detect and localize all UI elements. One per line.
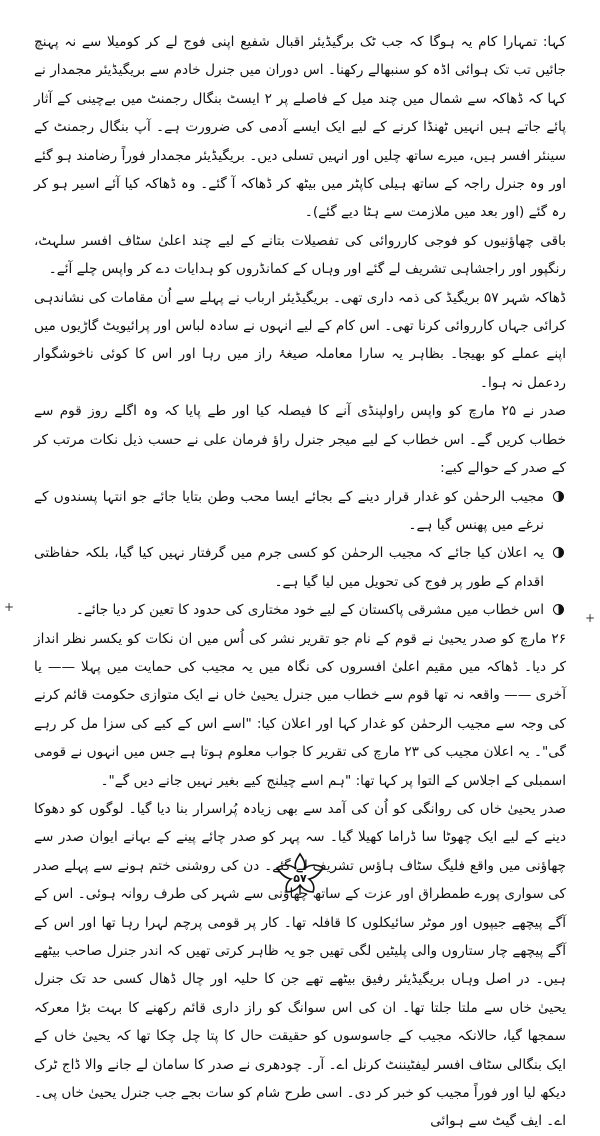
paragraph-3: ڈھاکہ شہر ۵۷ بریگیڈ کی ذمہ داری تھی۔ بریگیڈیئر ارباب نے پہلے سے اُن مقامات کی نشاندہی کرائی جہاں کارروائی کرنا تھی۔ اس کام کے لیے انہوں نے سادہ لباس اور پرائیویٹ گاڑیوں میں اپنے عملے کو بھیجا۔ بظاہر یہ سارا معاملہ صیغۂ راز میں رہا اور اس کا کوئی ناخوشگوار ردعمل نہ ہوا۔	[34, 289, 566, 391]
page-number: ۵۷	[293, 872, 307, 885]
paragraph-5: ۲۶ مارچ کو صدر یحییٰ نے قوم کے نام جو تقریر نشر کی اُس میں ان نکات کو یکسر نظر انداز کر دیا۔ ڈھاکہ میں مقیم اعلیٰ افسروں کی نگاہ میں یہ مجیب کی حمایت میں پہلا —— یا آخری —— واقعہ نہ تھا قوم سے خطاب میں جنرل یحییٰ خاں نے ایک متوازی حکومت قائم کرنے کی وجہ سے مجیب الرحمٰن کو غدار کہا اور اعلان کیا: "اسے اس کے کیے کی سزا مل کر رہے گی"۔ یہ اعلان مجیب کی ۲۳ مارچ کی تقریر کا جواب معلوم ہوتا ہے جس میں انہوں نے قومی اسمبلی کے اجلاس کے التوا پر کہا تھا: "ہم اسے چیلنج کیے بغیر نہیں جانے دیں گے"۔	[34, 630, 566, 789]
half-circle-bullet-icon	[553, 604, 564, 615]
list-item-text: مجیب الرحمٰن کو غدار قرار دینے کے بجائے ایسا محب وطن بتایا جائے جو انتہا پسندوں کے نرغے میں پھنس گیا ہے۔	[34, 488, 544, 533]
paragraph-4: صدر نے ۲۵ مارچ کو واپس راولپنڈی آنے کا فیصلہ کیا اور طے پایا کہ وہ اگلے روز قوم سے خطاب کریں گے۔ اس خطاب کے لیے میجر جنرل راؤ فرمان علی نے حسب ذیل نکات مرتب کر کے صدر کے حوالے کیے:	[34, 403, 566, 477]
list-item-text: یہ اعلان کیا جائے کہ مجیب الرحمٰن کو کسی جرم میں گرفتار نہیں کیا گیا، بلکہ حفاظتی اقدام کے طور پر فوج کی تحویل میں لیا گیا ہے۔	[34, 545, 544, 590]
paragraph-2: باقی چھاؤنیوں کو فوجی کارروائی کی تفصیلات بتانے کے لیے چند اعلیٰ سٹاف افسر سلہٹ، رنگپور اور راجشاہی تشریف لے گئے اور وہاں کے کمانڈروں کو ہدایات دے کر واپس چلے آئے۔	[34, 232, 566, 278]
speech-points-list	[34, 483, 566, 625]
paragraph-6: صدر یحییٰ خاں کی روانگی کو اُن کی آمد سے بھی زیادہ پُراسرار بنا دیا گیا۔ لوگوں کو دھوکا دینے کے لیے ایک چھوٹا سا ڈراما کھیلا گیا۔ سہ پہر کو صدر چائے پینے کے بہانے ایوان صدر سے چھاؤنی میں واقع فلیگ سٹاف ہاؤس تشریف لے گئے۔ دن کی روشنی ختم ہونے سے پہلے صدر کی سواری پورے طمطراق اور عزت کے ساتھ چھاؤنی سے شہر کی طرف روانہ ہوئی۔ اس کے آگے پیچھے جیپوں اور موٹر سائیکلوں کا قافلہ تھا۔ کار پر قومی پرچم لہرا رہا تھا اور اس کے آگے پیچھے چار ستاروں والی پلیٹیں لگی تھیں جو یہ ظاہر کرتی تھیں کہ اندر جنرل صاحب بیٹھے ہیں۔ در اصل وہاں بریگیڈیئر رفیق بیٹھے تھے جن کا حلیہ اور چال ڈھال کسی حد تک جنرل یحییٰ خاں سے ملتا جلتا تھا۔ ان کی اس سوانگ کو راز داری قائم رکھنے کا بہت بڑا معرکہ سمجھا گیا، حالانکہ مجیب کے جاسوسوں کو حقیقت حال کا پتا چل چکا تھا کہ یحییٰ خاں کے ایک بنگالی سٹاف افسر لیفٹیننٹ کرنل اے۔ آر۔ چودھری نے صدر کا سامان لے جانے والا ڈاج ٹرک دیکھ لیا اور فوراً مجیب کو خبر کر دی۔ اسی طرح شام کو سات بجے جب جنرل یحییٰ خاں پی۔ اے۔ ایف گیٹ سے ہوائی	[34, 800, 566, 1130]
list-item-text: اس خطاب میں مشرقی پاکستان کے لیے خود مختاری کی حدود کا تعین کر دیا جائے۔	[75, 602, 544, 619]
half-circle-bullet-icon	[553, 547, 564, 558]
paragraph-1: کہا: تمہارا کام یہ ہوگا کہ جب ٹک برگیڈیئر اقبال شفیع اپنی فوج لے کر کومیلا سے نہ پہنچ جائیں تب تک ہوائی اڈہ کو سنبھالے رکھنا۔ اس دوران میں جنرل خادم سے بریگیڈیئر مجمدار نے کہا کہ ڈھاکہ سے شمال میں چند میل کے فاصلے پر ۲ ایسٹ بنگال رجمنٹ میں بےچینی کے آثار پائے جاتے ہیں انہیں ٹھنڈا کرنے کے لیے ایک ایسے آدمی کی ضرورت ہے۔ آپ بنگال رجمنٹ کے سینئر افسر ہیں، میرے ساتھ چلیں اور انہیں تسلی دیں۔ بریگیڈیئر مجمدار فوراً رضامند ہو گئے اور وہ جنرل راجہ کے ساتھ ہیلی کاپٹر میں بیٹھ کر ڈھاکہ آ گئے۔ وہ ڈھاکہ کیا آئے اسیر ہو کر رہ گئے (اور بعد میں ملازمت سے ہٹا دیے گئے)۔	[34, 34, 566, 221]
list-item	[34, 483, 566, 540]
half-circle-bullet-icon	[553, 491, 564, 502]
margin-mark-right: +	[585, 611, 596, 625]
page-body	[34, 28, 566, 1130]
margin-mark-left: +	[4, 600, 15, 614]
list-item	[34, 596, 566, 624]
page-number-ornament	[273, 852, 327, 896]
list-item	[34, 539, 566, 596]
